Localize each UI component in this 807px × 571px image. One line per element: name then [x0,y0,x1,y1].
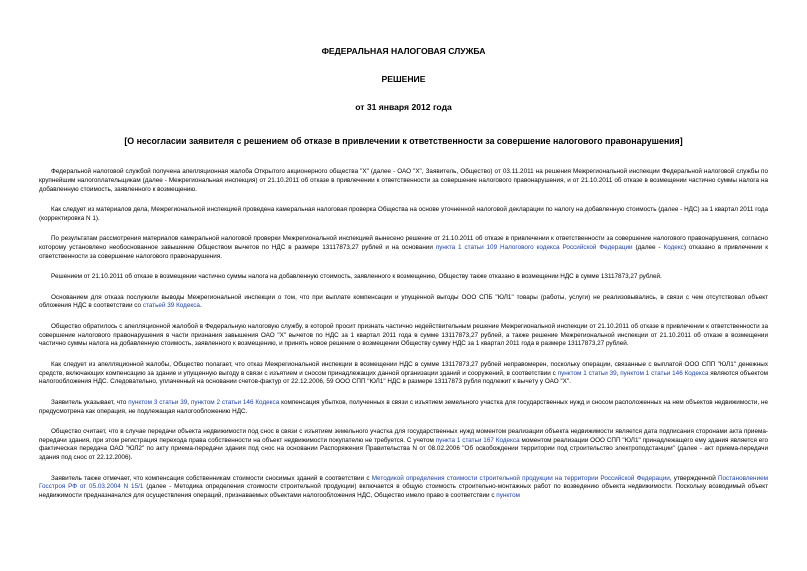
legal-reference-link[interactable]: пунктом 3 статьи 39 [128,398,188,406]
paragraph [39,294,768,312]
paragraph [39,361,768,387]
paragraph-text: моментом реализации ООО СПП "ЮЛ1" принадлежащего ему здания является его фактическая передача ОАО "ЮЛ2" по акту приема-передачи здания под снос на основании Распоряжения Правительства N от 08.02.2006 "Об освобождении территории под строительство электроподстанции" (далее - акт приема-передачи здания под снос от 22.12.2006). [39,436,768,462]
issuer-title: ФЕДЕРАЛЬНАЯ НАЛОГОВАЯ СЛУЖБА [321,46,486,56]
paragraph-text: Как следует из материалов дела, Межрегиональной инспекцией проведена камеральная налоговая проверка Общества на основе уточненной налоговой декларации по налогу на добавленную стоимость (далее - НДС) за 1 квартал 2011 года (корректировка N 1). [39,205,768,222]
paragraph [39,323,768,349]
paragraph [39,399,768,417]
document-subject: [О несогласии заявителя с решением об отказе в привлечении к ответственности за совершение налогового правонарушения] [124,136,683,146]
paragraph-text: . [199,302,202,310]
legal-reference-link[interactable]: пункта 1 статьи 109 Налогового кодекса Российской Федерации [435,243,633,251]
paragraph-text: , утвержденной [669,474,718,482]
paragraph-text: По результатам рассмотрения материалов камеральной налоговой проверки Межрегиональной инспекцией вынесено решение от 21.10.2011 об отказе в привлечении к ответственности за совершение налогового правонарушения, согласно которому установлено необоснованное завышение Обществом вычетов по НДС в размере 13117873,27 рублей и на основании [39,235,768,251]
paragraph [39,273,768,282]
document-date: от 31 января 2012 года [355,102,452,112]
paragraph-text: (далее - [632,243,664,251]
paragraph-text: Заявитель указывает, что [51,398,129,406]
document-type: РЕШЕНИЕ [381,74,426,84]
legal-reference-link[interactable]: пунктом 1 статьи 39 [557,369,617,377]
legal-reference-link[interactable]: пунктом 1 статьи 146 Кодекса [620,369,709,377]
legal-reference-link[interactable]: Методикой определения стоимости строительной продукции на территории Российской Федерации [371,474,670,482]
paragraph-text: Общество обратилось с апелляционной жалобой в Федеральную налоговую службу, в которой просит признать частично недействительным решение Межрегиональной инспекции от 21.10.2011 об отказе в привлечении к ответственности за совершение налогового правонарушения в части признания завышения ОАО "X" вычетов по НДС за 1 квартал 2011 года в сумме 13117873,27 рублей, а также решение Межрегиональной инспекции от 21.10.2011 об отказе в возмещении частично суммы налога на добавленную стоимость, заявленного к возмещению, и принять новое решение о возмещении Обществу сумму НДС за 1 квартал 2011 года в размере 13117873,27 рублей. [39,322,768,348]
paragraph-text: , [187,398,191,406]
paragraph-text: Федеральной налоговой службой получена апелляционная жалоба Открытого акционерного общества "X" (далее - ОАО "X", Заявитель, Общество) от 03.11.2011 на решения Межрегиональной инспекции Федеральной налоговой службы по крупнейшим налогоплательщикам (далее - Межрегиональная инспекция) от 21.10.2011 об отказе в привлечении к ответственности за совершение налогового правонарушения, и от 21.10.2011 об отказе в возмещении частично суммы налога на добавленную стоимость, заявленного к возмещению. [39,168,768,193]
paragraph [39,235,768,261]
paragraph-text: ) отказано в привлечении к ответственности за совершение налогового правонарушения. [39,243,769,260]
paragraph-text: Общество считает, что в случае передачи объекта недвижимости под снос в связи с изъятием земельного участка для государственных нужд моментом реализации объекта недвижимости является дата подписания сторонами акта приема-передачи здания, при этом регистрация перехода права собственности на объект недвижимости покупателю не требуется. С учетом [39,427,768,444]
legal-reference-link[interactable]: Постановлением Госстроя РФ от 05.03.2004 N 15/1 [39,474,768,491]
paragraph-text: являются объектом налогообложения НДС. Следовательно, уплаченный на основании счетов-фактур от 22.12.2006, 59 ООО СПП "ЮЛ1" НДС в размере 13117873 рубля подлежит к вычету у ОАО "X". [39,369,768,386]
paragraph-text: компенсация убытков, полученных в связи с изъятием земельного участка для государственных нужд и сносом расположенных на нем объектов недвижимости, не предусмотрена как операция, не подлежащая налогообложению НДС. [39,398,769,415]
legal-reference-link[interactable]: пунктом [496,492,520,500]
legal-reference-link[interactable]: Кодекс [663,243,684,251]
paragraph-text: , [616,369,621,377]
paragraph-text: Решением от 21.10.2011 об отказе в возмещении частично суммы налога на добавленную стоимость, заявленного к возмещению, Обществу также отказано в возмещении НДС в сумме 13117873,27 рублей. [51,273,662,281]
legal-reference-link[interactable]: статьей 39 Кодекса [142,302,200,310]
paragraph [39,475,768,501]
legal-reference-link[interactable]: пункта 1 статьи 167 Кодекса [435,436,520,444]
paragraph [39,206,768,224]
document-body [39,168,768,501]
paragraph-text: Как следует из апелляционной жалобы, Общество полагает, что отказ Межрегиональной инспекции в возмещении НДС в сумме 13117873,27 рублей неправомерен, поскольку операции, связанные с выплатой ООО СПП "ЮЛ1" денежных средств, включающих компенсацию за здание и упущенную выгоду в связи с изъятием и сносом принадлежащих данной организации зданий и сооружений, в соответствии с [39,360,768,377]
legal-reference-link[interactable]: пунктом 2 статьи 146 Кодекса [190,398,280,406]
paragraph-text: Заявитель также отмечает, что компенсация собственникам стоимости сносимых зданий в соответствии с [51,474,372,482]
paragraph-text: Основанием для отказа послужили выводы Межрегиональной инспекции о том, что при выплате компенсации и упущенной выгоды ООО СПБ "ЮЛ1" товары (работы, услуги) не реализовывались, в связи с чем отсутствовал объект обложения НДС в соответствии со [39,293,768,310]
paragraph-text: (далее - Методика определения стоимости строительной продукции) включается в общую стоимость строительно-монтажных работ по возведению объекта недвижимости. Поскольку возводимый объект недвижимости предназначался для осуществления операций, признаваемых объектами налогообложения НДС, Общество имело право в соответствии с [39,483,769,500]
paragraph [39,168,768,194]
paragraph [39,428,768,463]
